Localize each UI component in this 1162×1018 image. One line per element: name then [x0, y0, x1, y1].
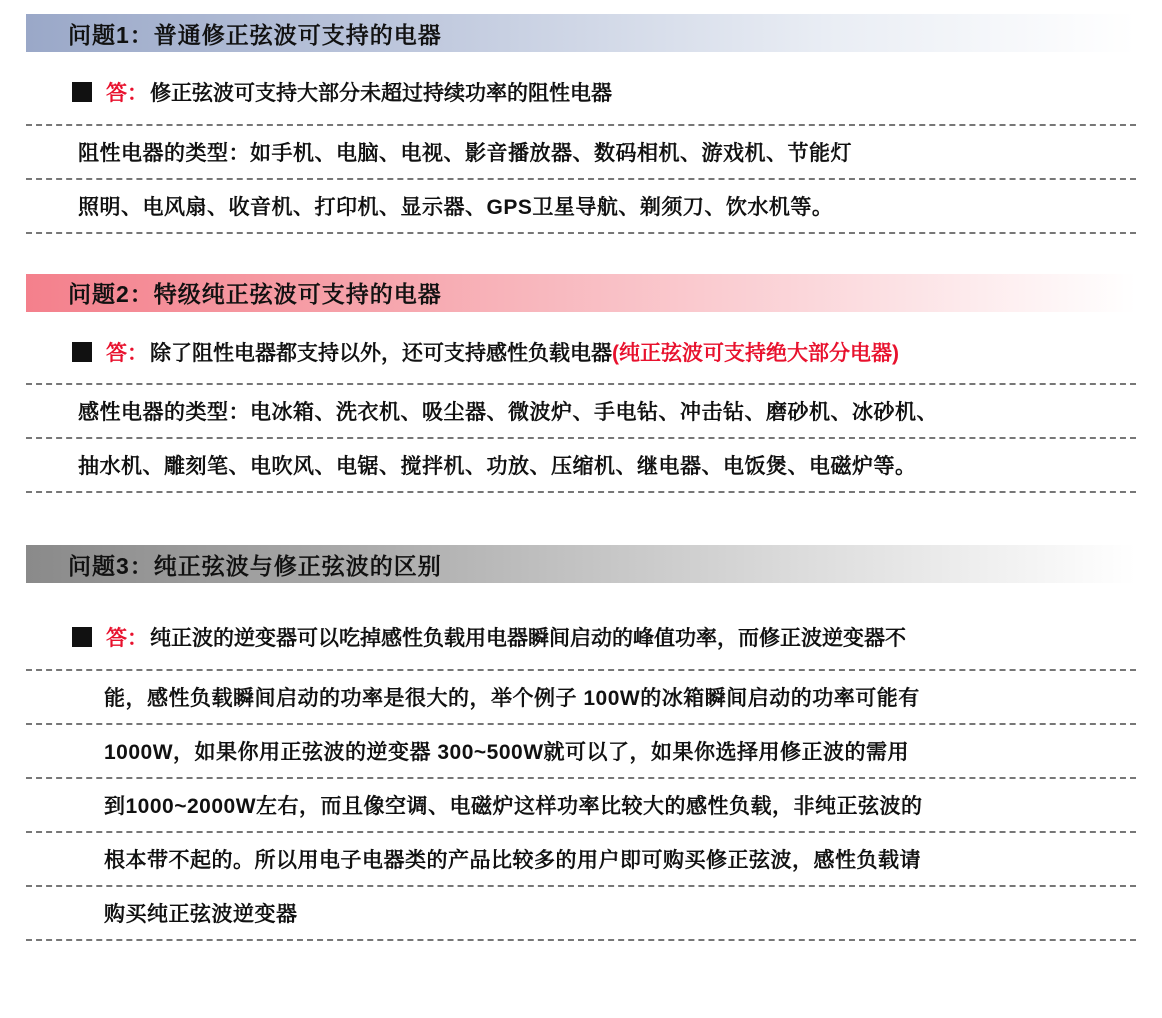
- section-q1-answer-row: [26, 78, 1136, 110]
- section-q2-line-1: 感性电器的类型：电冰箱、洗衣机、吸尘器、微波炉、手电钻、冲击钻、磨砂机、冰砂机、: [78, 401, 938, 424]
- answer-text: 纯正波的逆变器可以吃掉感性负载用电器瞬间启动的峰值功率，而修正波逆变器不: [150, 627, 906, 650]
- bullet-square-icon: [72, 627, 92, 647]
- spacer: [26, 369, 1136, 383]
- section-q1-line-2: 照明、电风扇、收音机、打印机、显示器、GPS卫星导航、剃须刀、饮水机等。: [78, 195, 834, 219]
- divider: [26, 939, 1136, 941]
- section-q3-line-1: 能，感性负载瞬间启动的功率是很大的，举个例子 100W的冰箱瞬间启动的功率可能有: [104, 686, 920, 710]
- answer-label: 答：: [106, 82, 148, 105]
- bullet-square-icon: [72, 82, 92, 102]
- section-q3-line-3: 到1000~2000W左右，而且像空调、电磁炉这样功率比较大的感性负载，非纯正弦波的: [104, 794, 923, 818]
- answer-text: 除了阻性电器都支持以外，还可支持感性负载电器: [150, 341, 612, 365]
- section-q3: [22, 545, 1140, 941]
- bullet-square-icon: [72, 342, 92, 362]
- section-q3-line-4: 根本带不起的。所以用电子电器类的产品比较多的用户即可购买修正弦波，感性负载请: [104, 848, 921, 872]
- section-q1-heading: 问题1：普通修正弦波可支持的电器: [26, 14, 1136, 52]
- section-q2: [22, 274, 1140, 494]
- section-q2-heading: 问题2：特级纯正弦波可支持的电器: [26, 274, 1136, 312]
- answer-label: 答：: [106, 341, 148, 365]
- section-q3-line-2: 1000W，如果你用正弦波的逆变器 300~500W就可以了，如果你选择用修正波的需用: [104, 740, 910, 764]
- answer-text: 修正弦波可支持大部分未超过持续功率的阻性电器: [150, 82, 612, 105]
- section-q1: [22, 14, 1140, 234]
- section-spacer: [22, 234, 1140, 274]
- section-q3-heading: 问题3：纯正弦波与修正弦波的区别: [26, 545, 1136, 583]
- section-q3-answer-row: [26, 623, 1136, 655]
- section-spacer: [22, 493, 1140, 545]
- spacer: [26, 312, 1136, 338]
- spacer: [26, 52, 1136, 78]
- section-q3-line-5: 购买纯正弦波逆变器: [104, 902, 298, 926]
- spacer: [26, 110, 1136, 124]
- section-q2-answer-row: [26, 338, 1136, 370]
- section-q1-line-1: 阻性电器的类型：如手机、电脑、电视、影音播放器、数码相机、游戏机、节能灯: [78, 141, 852, 165]
- answer-label: 答：: [106, 627, 148, 650]
- answer-highlight: (纯正弦波可支持绝大部分电器): [612, 341, 899, 365]
- spacer: [26, 655, 1136, 669]
- top-spacer: [22, 0, 1140, 14]
- spacer: [26, 583, 1136, 623]
- section-q2-line-2: 抽水机、雕刻笔、电吹风、电锯、搅拌机、功放、压缩机、继电器、电饭煲、电磁炉等。: [78, 455, 917, 478]
